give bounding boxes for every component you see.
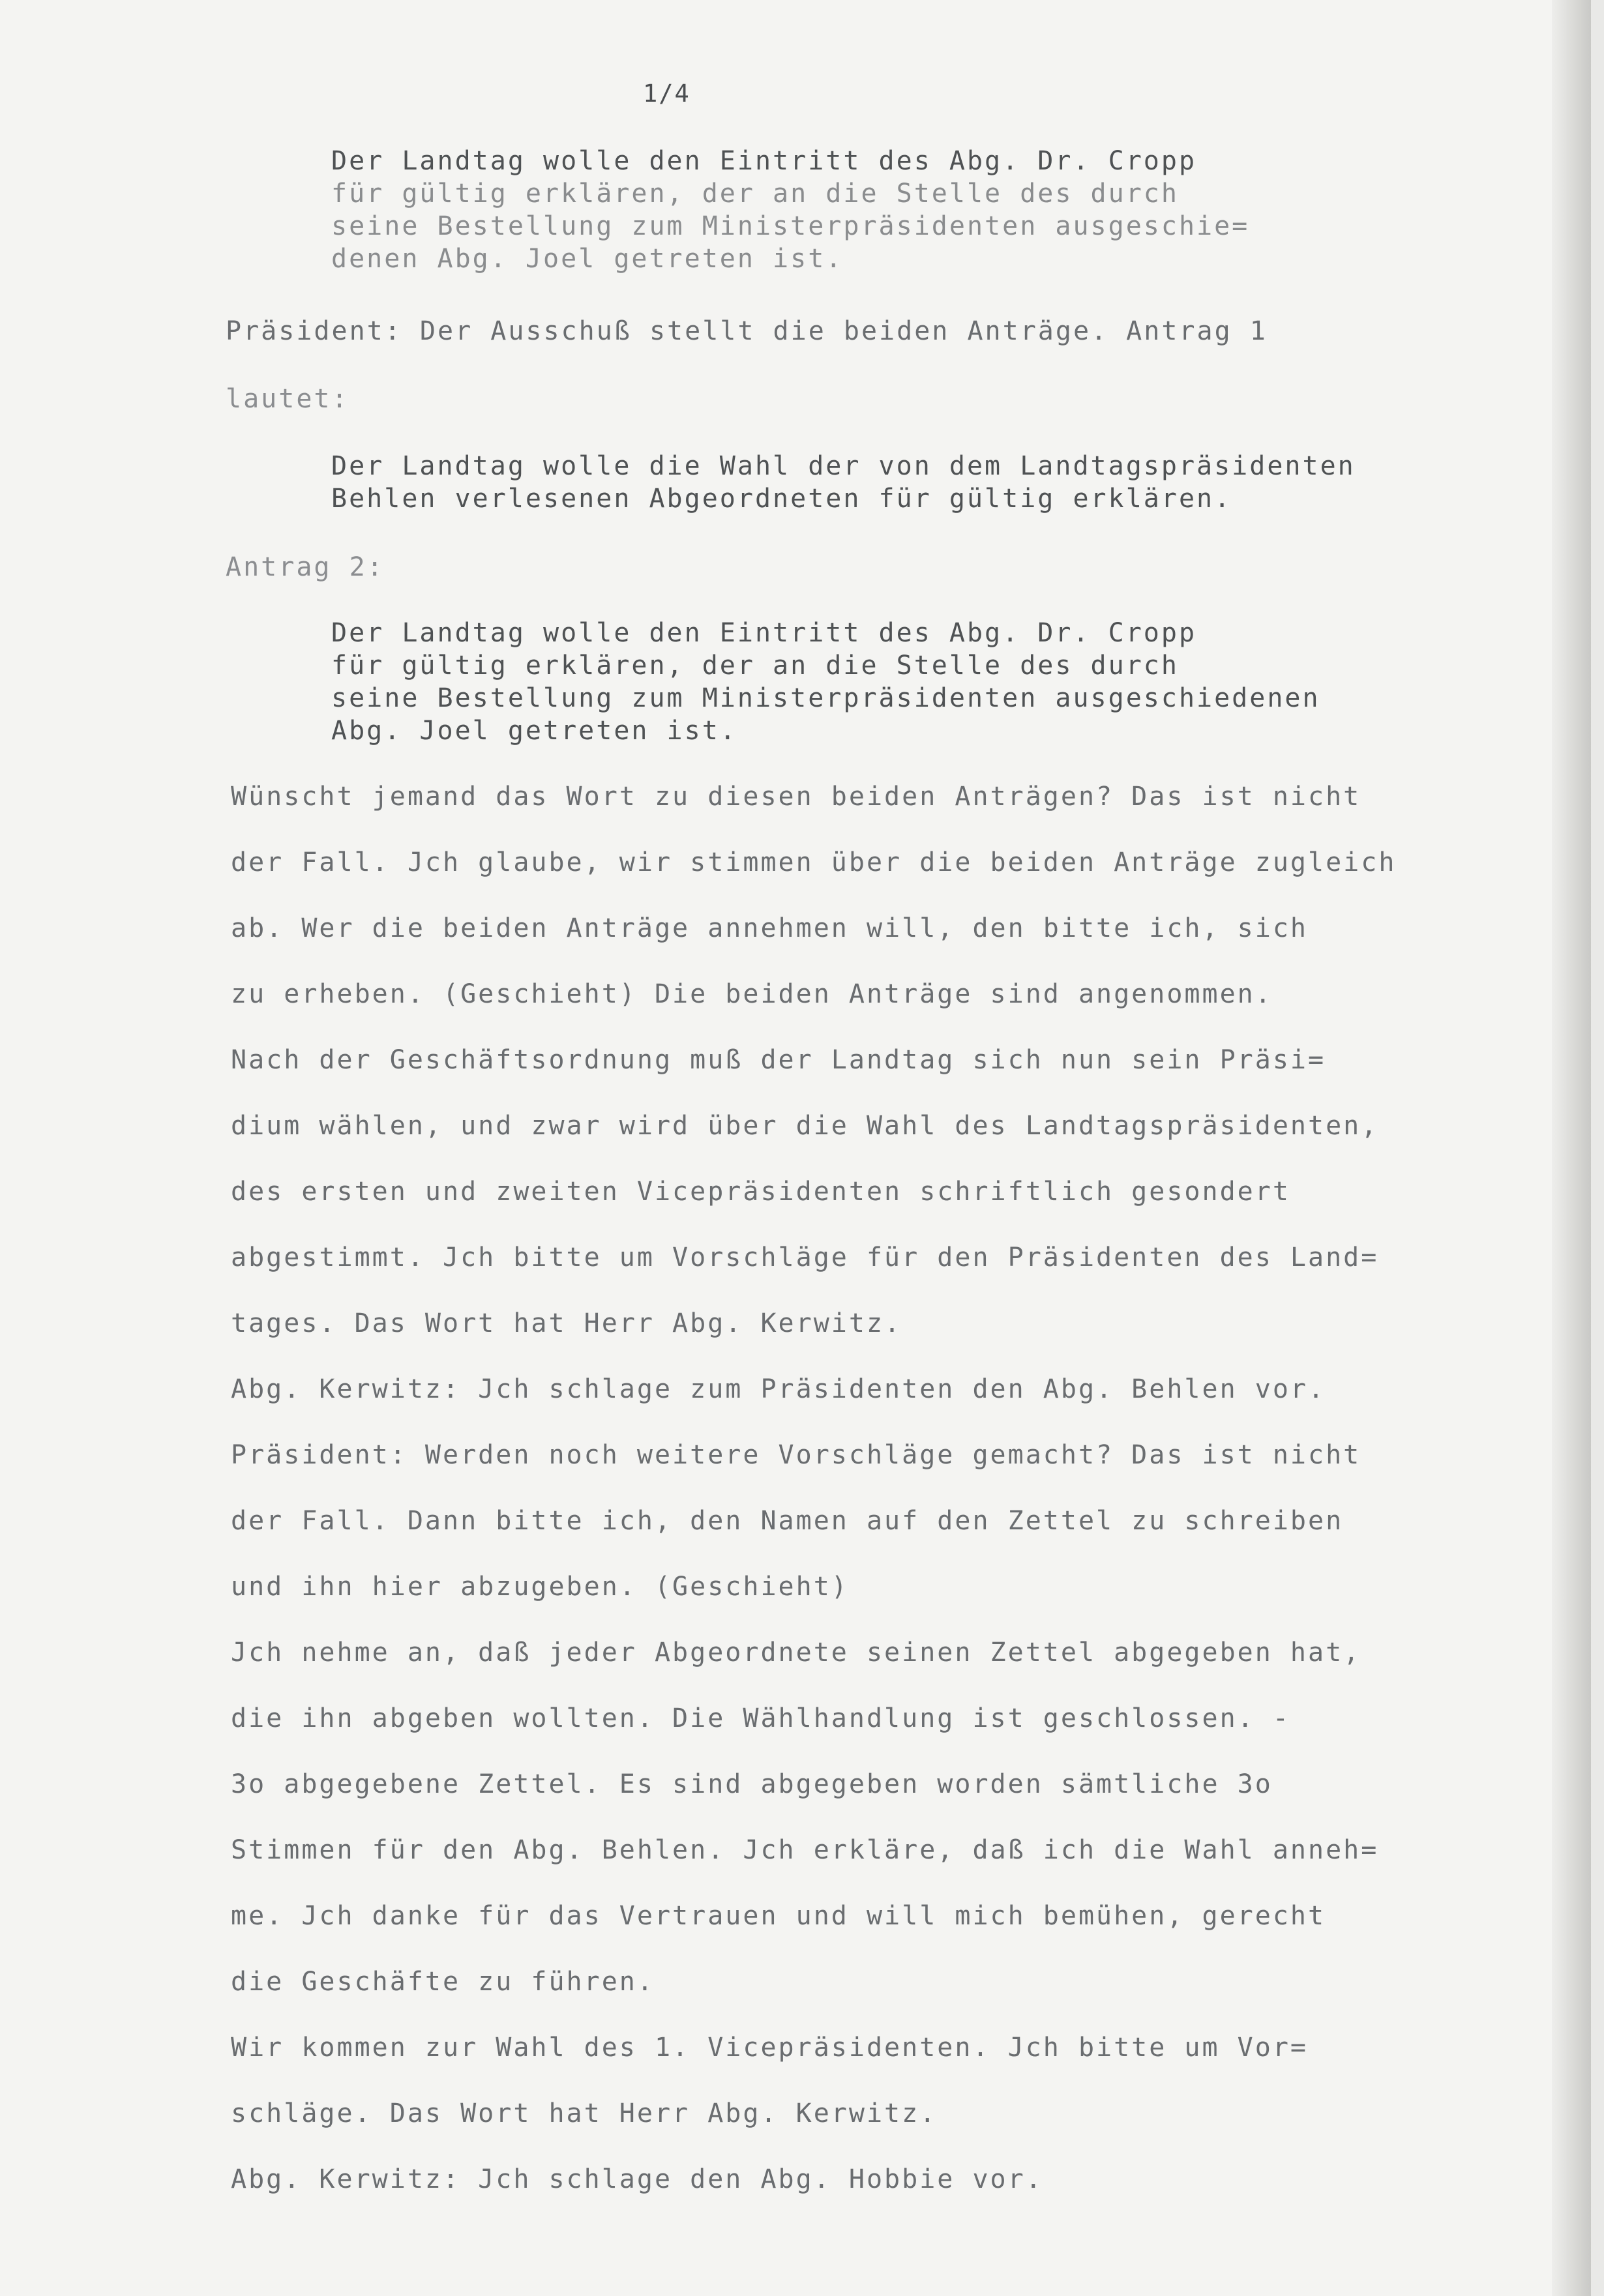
page-number: 1/4 — [643, 80, 691, 108]
antrag-2-line-1: Der Landtag wolle den Eintritt des Abg. Dr. Cropp — [331, 618, 1197, 648]
proceedings-line-16: 3o abgegebene Zettel. Es sind abgegeben worden sämtliche 3o — [231, 1769, 1273, 1799]
proceedings-line-9: tages. Das Wort hat Herr Abg. Kerwitz. — [231, 1308, 902, 1338]
proceedings-line-21: schläge. Das Wort hat Herr Abg. Kerwitz. — [231, 2098, 938, 2128]
proceedings-line-10: Abg. Kerwitz: Jch schlage zum Präsidenten den Abg. Behlen vor. — [231, 1374, 1326, 1404]
proceedings-line-19: die Geschäfte zu führen. — [231, 1967, 655, 1997]
antrag-2-line-3: seine Bestellung zum Ministerpräsidenten ausgeschiedenen — [331, 683, 1320, 713]
proceedings-line-7: des ersten und zweiten Vicepräsidenten schriftlich gesondert — [231, 1177, 1290, 1207]
proceedings-line-8: abgestimmt. Jch bitte um Vorschläge für den Präsidenten des Land= — [231, 1243, 1379, 1273]
opening-quote-line-3: seine Bestellung zum Ministerpräsidenten ausgeschie= — [331, 211, 1250, 241]
proceedings-line-5: Nach der Geschäftsordnung muß der Landtag sich nun sein Präsi= — [231, 1045, 1326, 1075]
proceedings-line-20: Wir kommen zur Wahl des 1. Vicepräsidenten. Jch bitte um Vor= — [231, 2033, 1309, 2063]
president-intro-line-1: Präsident: Der Ausschuß stellt die beiden Anträge. Antrag 1 — [226, 316, 1268, 346]
proceedings-line-18: me. Jch danke für das Vertrauen und will mich bemühen, gerecht — [231, 1901, 1326, 1931]
proceedings-line-14: Jch nehme an, daß jeder Abgeordnete seinen Zettel abgegeben hat, — [231, 1638, 1361, 1668]
antrag-1-line-1: Der Landtag wolle die Wahl der von dem Landtagspräsidenten — [331, 451, 1356, 481]
opening-quote-line-1: Der Landtag wolle den Eintritt des Abg. Dr. Cropp — [331, 146, 1197, 176]
proceedings-line-22: Abg. Kerwitz: Jch schlage den Abg. Hobbie vor. — [231, 2164, 1043, 2194]
antrag-2-line-2: für gültig erklären, der an die Stelle des durch — [331, 651, 1179, 681]
proceedings-line-3: ab. Wer die beiden Anträge annehmen will, den bitte ich, sich — [231, 913, 1309, 943]
proceedings-line-15: die ihn abgeben wollten. Die Wählhandlung ist geschlossen. - — [231, 1703, 1290, 1733]
opening-quote-line-4: denen Abg. Joel getreten ist. — [331, 244, 844, 274]
proceedings-line-1: Wünscht jemand das Wort zu diesen beiden Anträgen? Das ist nicht — [231, 782, 1361, 812]
proceedings-line-17: Stimmen für den Abg. Behlen. Jch erkläre, daß ich die Wahl anneh= — [231, 1835, 1379, 1865]
president-intro-line-2: lautet: — [226, 384, 349, 414]
antrag-1-line-2: Behlen verlesenen Abgeordneten für gültig erklären. — [331, 484, 1232, 514]
proceedings-line-2: der Fall. Jch glaube, wir stimmen über die beiden Anträge zugleich — [231, 847, 1397, 877]
opening-quote-line-2: für gültig erklären, der an die Stelle des durch — [331, 179, 1179, 209]
proceedings-line-6: dium wählen, und zwar wird über die Wahl des Landtagspräsidenten, — [231, 1111, 1379, 1141]
proceedings-line-12: der Fall. Dann bitte ich, den Namen auf den Zettel zu schreiben — [231, 1506, 1344, 1536]
page-edge-shadow — [1552, 0, 1591, 2296]
proceedings-line-11: Präsident: Werden noch weitere Vorschläge gemacht? Das ist nicht — [231, 1440, 1361, 1470]
proceedings-line-13: und ihn hier abzugeben. (Geschieht) — [231, 1572, 849, 1602]
proceedings-line-4: zu erheben. (Geschieht) Die beiden Anträge sind angenommen. — [231, 979, 1273, 1009]
antrag-2-line-4: Abg. Joel getreten ist. — [331, 716, 737, 746]
antrag-2-label: Antrag 2: — [226, 552, 385, 582]
